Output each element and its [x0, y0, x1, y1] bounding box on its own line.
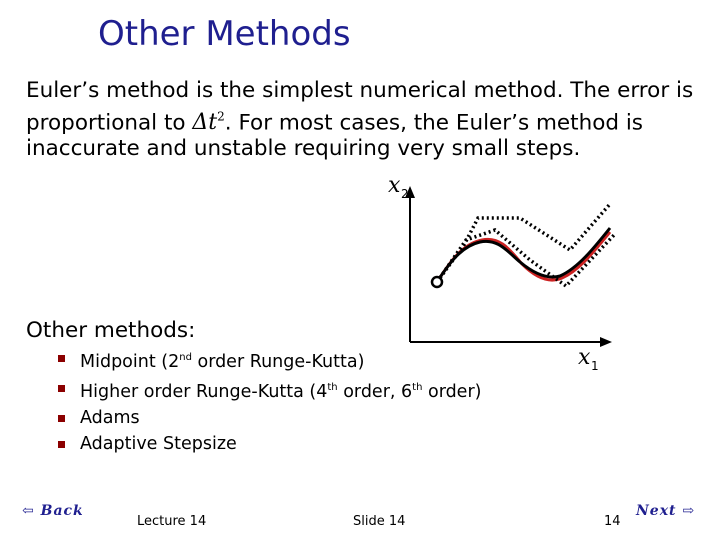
item-superscript: nd: [179, 352, 192, 363]
list-item: [58, 405, 481, 431]
next-label: Next: [636, 503, 677, 519]
start-point-marker: [432, 277, 442, 287]
paragraph-line-1: Euler’s method is the simplest numerical method. The error is: [26, 78, 694, 103]
delta-t-text: Δt: [192, 110, 218, 136]
list-item: [58, 345, 481, 375]
item-text: order, 6: [337, 381, 413, 402]
footer-lecture: Lecture 14: [137, 514, 207, 529]
bullet-square-icon: [58, 385, 65, 392]
item-text: Midpoint (2: [80, 351, 180, 372]
back-button[interactable]: [22, 503, 84, 519]
y-axis-label: x: [388, 173, 401, 198]
bullet-square-icon: [58, 355, 65, 362]
left-arrow-icon: ⇦: [22, 503, 35, 519]
item-text: order): [422, 381, 482, 402]
next-button[interactable]: [636, 503, 695, 519]
delta-t-exponent: 2: [217, 110, 225, 124]
footer-slide: Slide 14: [353, 514, 406, 529]
y-axis-subscript: 2: [401, 187, 409, 201]
item-superscript: th: [412, 381, 423, 393]
item-superscript: th: [327, 381, 338, 393]
item-text: Adams: [80, 407, 140, 428]
back-label: Back: [40, 503, 84, 519]
paragraph-line-3: inaccurate and unstable requiring very small steps.: [26, 136, 581, 162]
slide-title: Other Methods: [98, 14, 351, 54]
approximate-curve: [437, 228, 610, 282]
x-axis-subscript: 1: [591, 359, 599, 373]
item-text: Higher order Runge-Kutta (4: [80, 381, 328, 402]
paragraph-text: . For most cases, the Euler’s method is: [224, 110, 644, 136]
item-text: order Runge-Kutta): [191, 351, 365, 372]
footer-page-number: 14: [604, 514, 621, 529]
x-axis-arrowhead: [600, 337, 612, 347]
right-arrow-icon: ⇨: [682, 503, 696, 519]
methods-list: [58, 345, 481, 457]
list-item: [58, 431, 481, 457]
paragraph-text: proportional to: [26, 110, 193, 136]
bullet-square-icon: [58, 441, 65, 448]
item-text: Adaptive Stepsize: [80, 433, 237, 454]
x-axis-label: x: [578, 345, 591, 370]
other-methods-heading: Other methods:: [26, 318, 196, 343]
bullet-square-icon: [58, 415, 65, 422]
list-item: [58, 375, 481, 405]
